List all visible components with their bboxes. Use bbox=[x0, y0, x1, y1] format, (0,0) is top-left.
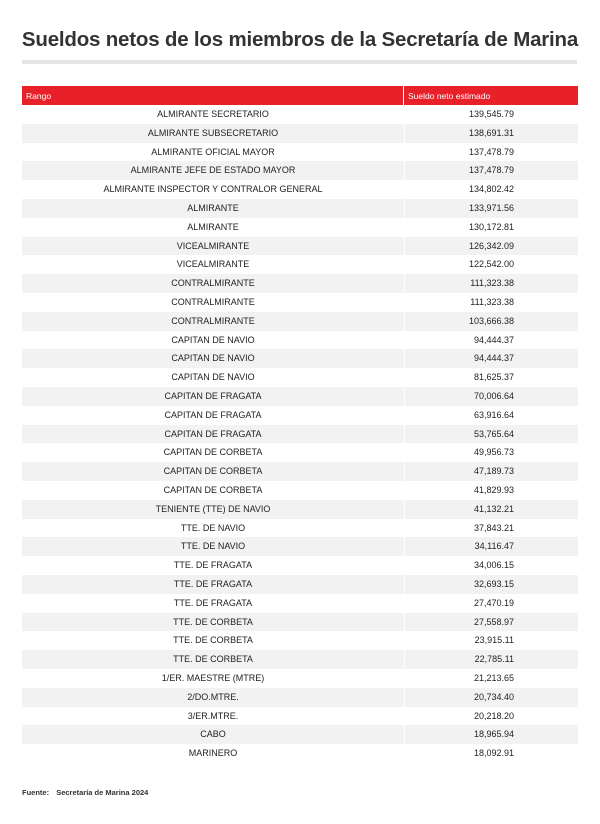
rank-cell: VICEALMIRANTE bbox=[22, 255, 405, 274]
salary-cell: 130,172.81 bbox=[468, 221, 514, 232]
rank-cell: 1/ER. MAESTRE (MTRE) bbox=[22, 669, 405, 688]
rank-cell: ALMIRANTE SECRETARIO bbox=[22, 105, 405, 124]
rank-cell: TTE. DE NAVIO bbox=[22, 537, 405, 556]
table-row bbox=[22, 744, 578, 763]
rank-cell: ALMIRANTE bbox=[22, 199, 405, 218]
salary-cell: 103,666.38 bbox=[468, 315, 514, 326]
rank-cell: TTE. DE CORBETA bbox=[22, 631, 405, 650]
page-title: Sueldos netos de los miembros de la Secretaría de Marina bbox=[21, 28, 579, 51]
rank-cell: CABO bbox=[22, 725, 405, 744]
table-row bbox=[22, 161, 578, 180]
table-row bbox=[22, 688, 578, 707]
rank-cell: CAPITAN DE NAVIO bbox=[22, 331, 405, 350]
rank-cell: CAPITAN DE NAVIO bbox=[22, 368, 405, 387]
salary-cell: 63,916.64 bbox=[473, 409, 514, 420]
source-note bbox=[22, 788, 148, 797]
table-row bbox=[22, 124, 578, 143]
salary-cell: 122,542.00 bbox=[468, 259, 514, 270]
rank-cell: 3/ER.MTRE. bbox=[22, 707, 405, 726]
salary-cell: 23,915.11 bbox=[474, 635, 514, 646]
rank-cell: CAPITAN DE CORBETA bbox=[22, 462, 405, 481]
salary-cell: 18,965.94 bbox=[473, 729, 514, 740]
table-row bbox=[22, 255, 578, 274]
table-row bbox=[22, 725, 578, 744]
source-label: Fuente: bbox=[22, 788, 50, 797]
table-row bbox=[22, 312, 578, 331]
table-row bbox=[22, 180, 578, 199]
rank-cell: TTE. DE CORBETA bbox=[22, 613, 405, 632]
salary-cell: 47,189.73 bbox=[473, 466, 514, 477]
header-rango: Rango bbox=[22, 86, 404, 105]
rank-cell: CAPITAN DE CORBETA bbox=[22, 443, 405, 462]
table-row bbox=[22, 631, 578, 650]
rank-cell: VICEALMIRANTE bbox=[22, 237, 405, 256]
salary-cell: 134,802.42 bbox=[468, 184, 514, 195]
table-row bbox=[22, 293, 578, 312]
rank-cell: TENIENTE (TTE) DE NAVIO bbox=[22, 500, 405, 519]
rank-cell: CAPITAN DE FRAGATA bbox=[22, 425, 405, 444]
salary-cell: 81,625.37 bbox=[473, 372, 514, 383]
salary-cell: 133,971.56 bbox=[468, 202, 514, 213]
rank-cell: ALMIRANTE JEFE DE ESTADO MAYOR bbox=[22, 161, 405, 180]
salary-cell: 126,342.09 bbox=[468, 240, 514, 251]
salary-cell: 22,785.11 bbox=[474, 654, 514, 665]
rank-cell: ALMIRANTE OFICIAL MAYOR bbox=[22, 143, 405, 162]
table-row bbox=[22, 331, 578, 350]
salary-cell: 37,843.21 bbox=[473, 522, 514, 533]
table-row bbox=[22, 594, 578, 613]
salary-table bbox=[22, 86, 578, 763]
rank-cell: CONTRALMIRANTE bbox=[22, 312, 405, 331]
table-row bbox=[22, 349, 578, 368]
salary-cell: 41,829.93 bbox=[473, 484, 514, 495]
salary-cell: 20,218.20 bbox=[473, 710, 514, 721]
rank-cell: CONTRALMIRANTE bbox=[22, 274, 405, 293]
rank-cell: 2/DO.MTRE. bbox=[22, 688, 405, 707]
salary-cell: 21,213.65 bbox=[473, 672, 514, 683]
salary-cell: 27,558.97 bbox=[473, 616, 514, 627]
table-row bbox=[22, 556, 578, 575]
table-row bbox=[22, 443, 578, 462]
rank-cell: ALMIRANTE SUBSECRETARIO bbox=[22, 124, 405, 143]
table-row bbox=[22, 537, 578, 556]
table-row bbox=[22, 669, 578, 688]
table-row bbox=[22, 218, 578, 237]
table-row bbox=[22, 199, 578, 218]
salary-cell: 111,323.38 bbox=[470, 278, 514, 289]
salary-cell: 137,478.79 bbox=[468, 146, 514, 157]
header-sueldo: Sueldo neto estimado bbox=[408, 90, 491, 101]
table-row bbox=[22, 650, 578, 669]
table-header bbox=[22, 86, 578, 105]
salary-cell: 137,478.79 bbox=[468, 165, 514, 176]
rank-cell: TTE. DE NAVIO bbox=[22, 519, 405, 538]
table-row bbox=[22, 575, 578, 594]
rank-cell: TTE. DE FRAGATA bbox=[22, 556, 405, 575]
table-body bbox=[22, 105, 578, 763]
table-row bbox=[22, 481, 578, 500]
table-row bbox=[22, 387, 578, 406]
rank-cell: TTE. DE FRAGATA bbox=[22, 575, 405, 594]
table-row bbox=[22, 237, 578, 256]
table-row bbox=[22, 462, 578, 481]
salary-cell: 94,444.37 bbox=[473, 334, 514, 345]
rank-cell: ALMIRANTE INSPECTOR Y CONTRALOR GENERAL bbox=[22, 180, 405, 199]
rank-cell: CAPITAN DE NAVIO bbox=[22, 349, 405, 368]
rank-cell: MARINERO bbox=[22, 744, 405, 763]
title-divider bbox=[22, 60, 577, 64]
salary-cell: 94,444.37 bbox=[473, 353, 514, 364]
rank-cell: CAPITAN DE CORBETA bbox=[22, 481, 405, 500]
salary-cell: 34,116.47 bbox=[474, 541, 514, 552]
rank-cell: TTE. DE FRAGATA bbox=[22, 594, 405, 613]
rank-cell: CAPITAN DE FRAGATA bbox=[22, 406, 405, 425]
table-row bbox=[22, 368, 578, 387]
table-row bbox=[22, 425, 578, 444]
table-row bbox=[22, 143, 578, 162]
source-text: Secretaría de Marina 2024 bbox=[56, 788, 149, 797]
table-row bbox=[22, 707, 578, 726]
table-row bbox=[22, 274, 578, 293]
salary-cell: 138,691.31 bbox=[468, 127, 514, 138]
rank-cell: ALMIRANTE bbox=[22, 218, 405, 237]
salary-cell: 41,132.21 bbox=[473, 503, 514, 514]
table-row bbox=[22, 500, 578, 519]
salary-cell: 34,006.15 bbox=[473, 560, 514, 571]
table-row bbox=[22, 519, 578, 538]
rank-cell: CAPITAN DE FRAGATA bbox=[22, 387, 405, 406]
salary-cell: 20,734.40 bbox=[473, 691, 514, 702]
table-row bbox=[22, 406, 578, 425]
salary-cell: 18,092.91 bbox=[473, 748, 514, 759]
salary-cell: 32,693.15 bbox=[473, 578, 514, 589]
table-row bbox=[22, 613, 578, 632]
salary-cell: 27,470.19 bbox=[473, 597, 514, 608]
rank-cell: TTE. DE CORBETA bbox=[22, 650, 405, 669]
salary-cell: 53,765.64 bbox=[473, 428, 514, 439]
salary-cell: 49,956.73 bbox=[473, 447, 514, 458]
salary-cell: 70,006.64 bbox=[473, 390, 514, 401]
salary-cell: 139,545.79 bbox=[468, 109, 514, 119]
salary-cell: 111,323.38 bbox=[470, 296, 514, 307]
rank-cell: CONTRALMIRANTE bbox=[22, 293, 405, 312]
table-row bbox=[22, 105, 578, 124]
